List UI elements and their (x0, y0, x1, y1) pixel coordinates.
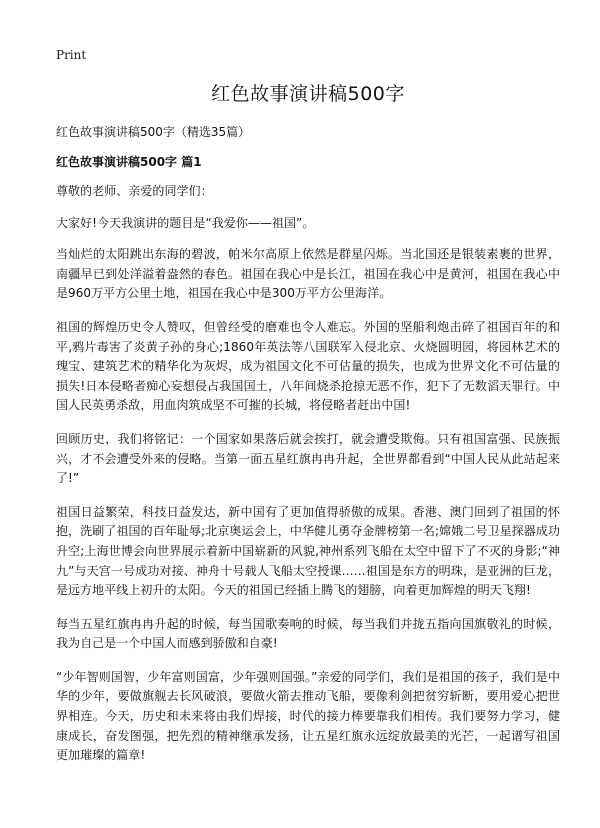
section-heading: 红色故事演讲稿500字 篇1 (56, 155, 202, 169)
paragraph-greeting: 尊敬的老师、亲爱的同学们： (56, 184, 213, 198)
paragraph-body: 祖国的辉煌历史令人赞叹，但曾经受的磨难也令人难忘。外国的坚船利炮击碎了祖国百年的和平,鸦片毒害了炎黄子孙的身心;1860年英法等八国联军入侵北京、火烧圆明园，将园林艺术的瑰宝、建筑艺术的精华化为灰烬，成为祖国文化不可估量的损失，也成为世界文化不可估量的损失!日本侵略者痴心妄想侵占我国国土，八年间烧杀抢掠无恶不作，犯下了无数滔天罪行。中国人民英勇杀敌，用血肉筑成坚不可摧的长城，将侵略者赶出中国! (56, 319, 560, 413)
paragraph-body: 祖国日益繁荣，科技日益发达，新中国有了更加值得骄傲的成果。香港、澳门回到了祖国的怀抱，洗刷了祖国的百年耻辱;北京奥运会上，中华健儿勇夺金牌榜第一名;嫦娥二号卫星探器成功升空;上海世博会向世界展示着新中国崭新的风貌,神州系列飞船在太空中留下了不灭的身影;“神九”与天宫一号成功对接、神舟十号载人飞船太空授课……祖国是东方的明珠，是亚洲的巨龙，是远方地平线上初升的太阳。今天的祖国已经插上腾飞的翅膀，向着更加辉煌的明天飞翔! (56, 504, 560, 598)
page-title: 红色故事演讲稿500字 (211, 83, 405, 105)
paragraph-intro: 大家好!今天我演讲的题目是“我爱你——祖国”。 (56, 215, 315, 230)
print-link[interactable]: Print (56, 48, 87, 62)
paragraph-body: “少年智则国智，少年富则国富，少年强则国强。”亲爱的同学们，我们是祖国的孩子，我们是中华的少年，要做旗舰去长风破浪，要做火箭去推动飞船，要像利剑把贫穷斩断，要用爱心把世界相连。今天，历史和未来将由我们焊接，时代的接力棒要靠我们相传。我们要努力学习，健康成长，奋发图强，把先烈的精神继承发扬，让五星红旗永远绽放最美的光芒，一起谱写祖国更加璀璨的篇章! (56, 669, 560, 763)
paragraph-body: 每当五星红旗冉冉升起的时候，每当国歌奏响的时候，每当我们并拢五指向国旗敬礼的时候，我为自己是一个中国人而感到骄傲和自豪! (56, 616, 560, 651)
paragraph-body: 回顾历史，我们将铭记：一个国家如果落后就会挨打，就会遭受欺侮。只有祖国富强、民族振兴，才不会遭受外来的侵略。当第一面五星红旗冉冉升起，全世界都看到“中国人民从此站起来了!” (56, 431, 560, 486)
document-subtitle: 红色故事演讲稿500字（精选35篇） (56, 125, 251, 139)
paragraph-body: 当灿烂的太阳跳出东海的碧波，帕米尔高原上依然是群星闪烁。当北国还是银装素裹的世界，南疆早已到处洋溢着盎然的春色。祖国在我心中是长江，祖国在我心中是黄河，祖国在我心中是960万平方公里土地，祖国在我心中是300万平方公里海洋。 (56, 247, 560, 301)
